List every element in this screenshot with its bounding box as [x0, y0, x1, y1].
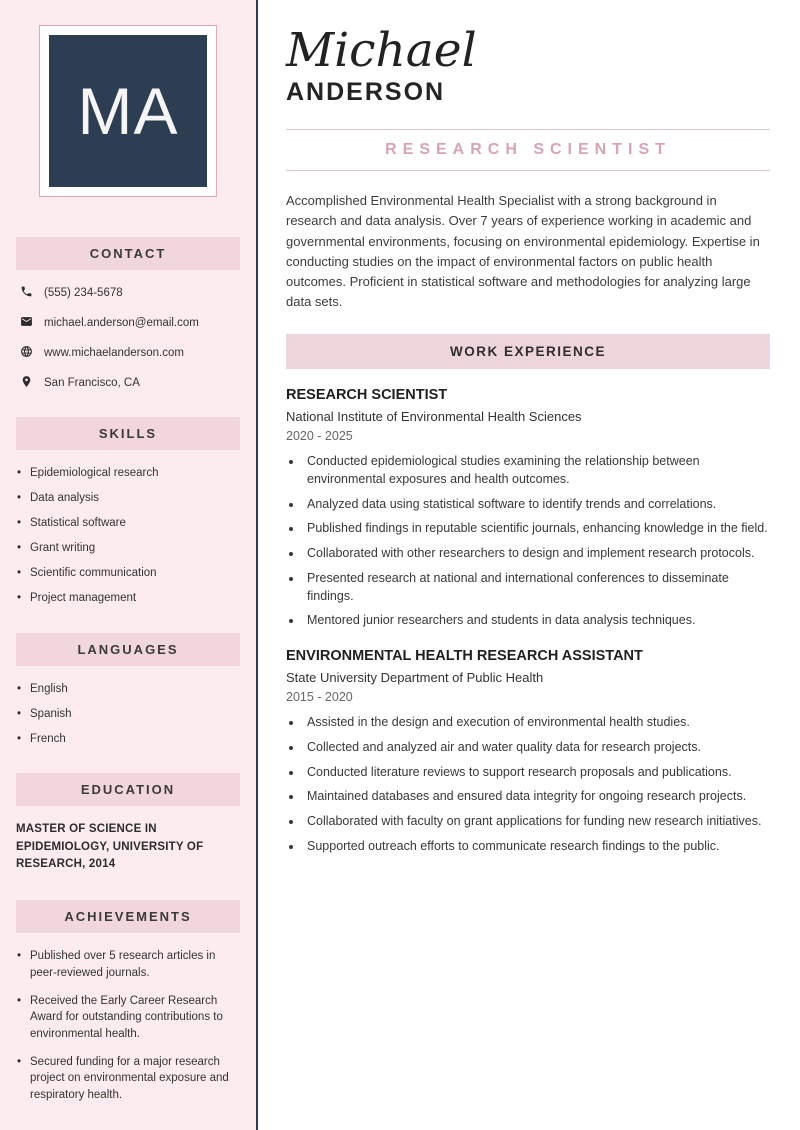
languages-header-label: LANGUAGES	[77, 641, 179, 657]
email-icon	[20, 315, 33, 331]
job-bullet: • Analyzed data using statistical software to identify trends and correlations.	[303, 496, 770, 514]
job-bullet: • Presented research at national and international conferences to disseminate findings.	[303, 570, 770, 606]
name-block	[286, 23, 770, 107]
profile-initials: MA	[77, 74, 179, 148]
contact-website	[20, 345, 240, 361]
skill-item: • Grant writing	[16, 540, 240, 556]
job-dates: 2015 - 2020	[286, 690, 353, 705]
contact-email-text: michael.anderson@email.com	[44, 317, 199, 329]
phone-icon	[20, 285, 33, 301]
sidebar	[0, 0, 258, 1130]
job-dates: 2020 - 2025	[286, 429, 353, 444]
achievements-header-label: ACHIEVEMENTS	[64, 909, 192, 925]
job-entry	[286, 387, 770, 630]
job-bullet: • Supported outreach efforts to communicate research findings to the public.	[303, 838, 770, 856]
contact-website-text: www.michaelanderson.com	[44, 347, 184, 359]
main-content	[258, 0, 800, 1130]
skill-item: • Statistical software	[16, 515, 240, 531]
achievement-item: • Secured funding for a major research project on environmental exposure and respiratory health.	[16, 1054, 240, 1104]
job-bullet: • Conducted epidemiological studies examining the relationship between environmental exposures and health outcomes.	[303, 453, 770, 489]
job-bullet: • Published findings in reputable scientific journals, enhancing knowledge in the field.	[303, 520, 770, 538]
job-bullet: • Maintained databases and ensured data integrity for ongoing research projects.	[303, 788, 770, 806]
contact-list	[16, 285, 240, 391]
languages-section	[16, 633, 240, 747]
languages-list	[16, 681, 240, 747]
skill-item: • Data analysis	[16, 490, 240, 506]
professional-summary: Accomplished Environmental Health Specialist with a strong background in research and data analysis. Over 7 years of experience working in academic and governmental environments, focusing on environmental epidemiology. Expertise in conducting studies on the impact of environmental factors on public health outcomes. Proficient in statistical software and methodologies for analyzing large data sets.	[286, 193, 760, 310]
skills-section	[16, 417, 240, 607]
language-item: • French	[16, 731, 240, 747]
job-bullet: • Collaborated with faculty on grant applications for funding new research initiatives.	[303, 813, 770, 831]
contact-header	[16, 237, 240, 270]
skill-item: • Project management	[16, 590, 240, 606]
job-bullet-list	[286, 714, 770, 856]
job-organization: National Institute of Environmental Health Sciences	[286, 409, 582, 425]
job-title: RESEARCH SCIENTIST	[385, 141, 671, 159]
language-item: • English	[16, 681, 240, 697]
achievements-header	[16, 900, 240, 933]
job-bullet: • Collaborated with other researchers to design and implement research protocols.	[303, 545, 770, 563]
profile-photo-inner	[49, 35, 207, 187]
first-name: Michael	[286, 23, 477, 78]
skill-item: • Epidemiological research	[16, 465, 240, 481]
skills-header-label: SKILLS	[98, 426, 158, 441]
job-bullet: • Collected and analyzed air and water quality data for research projects.	[303, 739, 770, 757]
job-organization: State University Department of Public Health	[286, 670, 544, 686]
job-role: RESEARCH SCIENTIST	[286, 387, 448, 404]
job-bullet: • Assisted in the design and execution of environmental health studies.	[303, 714, 770, 732]
profile-photo	[39, 25, 217, 197]
job-bullet: • Mentored junior researchers and students in data analysis techniques.	[303, 612, 770, 630]
skills-list	[16, 465, 240, 607]
achievements-section	[16, 900, 240, 1103]
achievements-list	[16, 948, 240, 1103]
languages-header	[16, 633, 240, 666]
contact-header-label: CONTACT	[89, 246, 167, 261]
work-experience-header-label: WORK EXPERIENCE	[449, 344, 607, 360]
location-icon	[20, 375, 33, 391]
education-header-label: EDUCATION	[80, 781, 176, 797]
contact-phone	[20, 285, 240, 301]
skill-item: • Scientific communication	[16, 565, 240, 581]
job-title-band	[286, 129, 770, 171]
job-entry	[286, 648, 770, 856]
job-bullet: • Conducted literature reviews to support research proposals and publications.	[303, 764, 770, 782]
contact-email	[20, 315, 240, 331]
job-role: ENVIRONMENTAL HEALTH RESEARCH ASSISTANT	[286, 648, 643, 665]
achievement-item: • Received the Early Career Research Award for outstanding contributions to environmental health.	[16, 993, 240, 1043]
globe-icon	[20, 345, 33, 361]
education-header	[16, 773, 240, 806]
achievement-item: • Published over 5 research articles in peer-reviewed journals.	[16, 948, 240, 981]
skills-header	[16, 417, 240, 450]
work-experience-header	[286, 334, 770, 369]
job-bullet-list	[286, 453, 770, 630]
contact-location	[20, 375, 240, 391]
contact-phone-text: (555) 234-5678	[44, 287, 123, 299]
last-name: ANDERSON	[286, 78, 446, 107]
education-degree: MASTER OF SCIENCE IN EPIDEMIOLOGY, UNIVERSITY OF RESEARCH, 2014	[16, 822, 204, 871]
contact-section	[16, 237, 240, 391]
contact-location-text: San Francisco, CA	[44, 377, 140, 389]
language-item: • Spanish	[16, 706, 240, 722]
education-section	[16, 773, 240, 874]
